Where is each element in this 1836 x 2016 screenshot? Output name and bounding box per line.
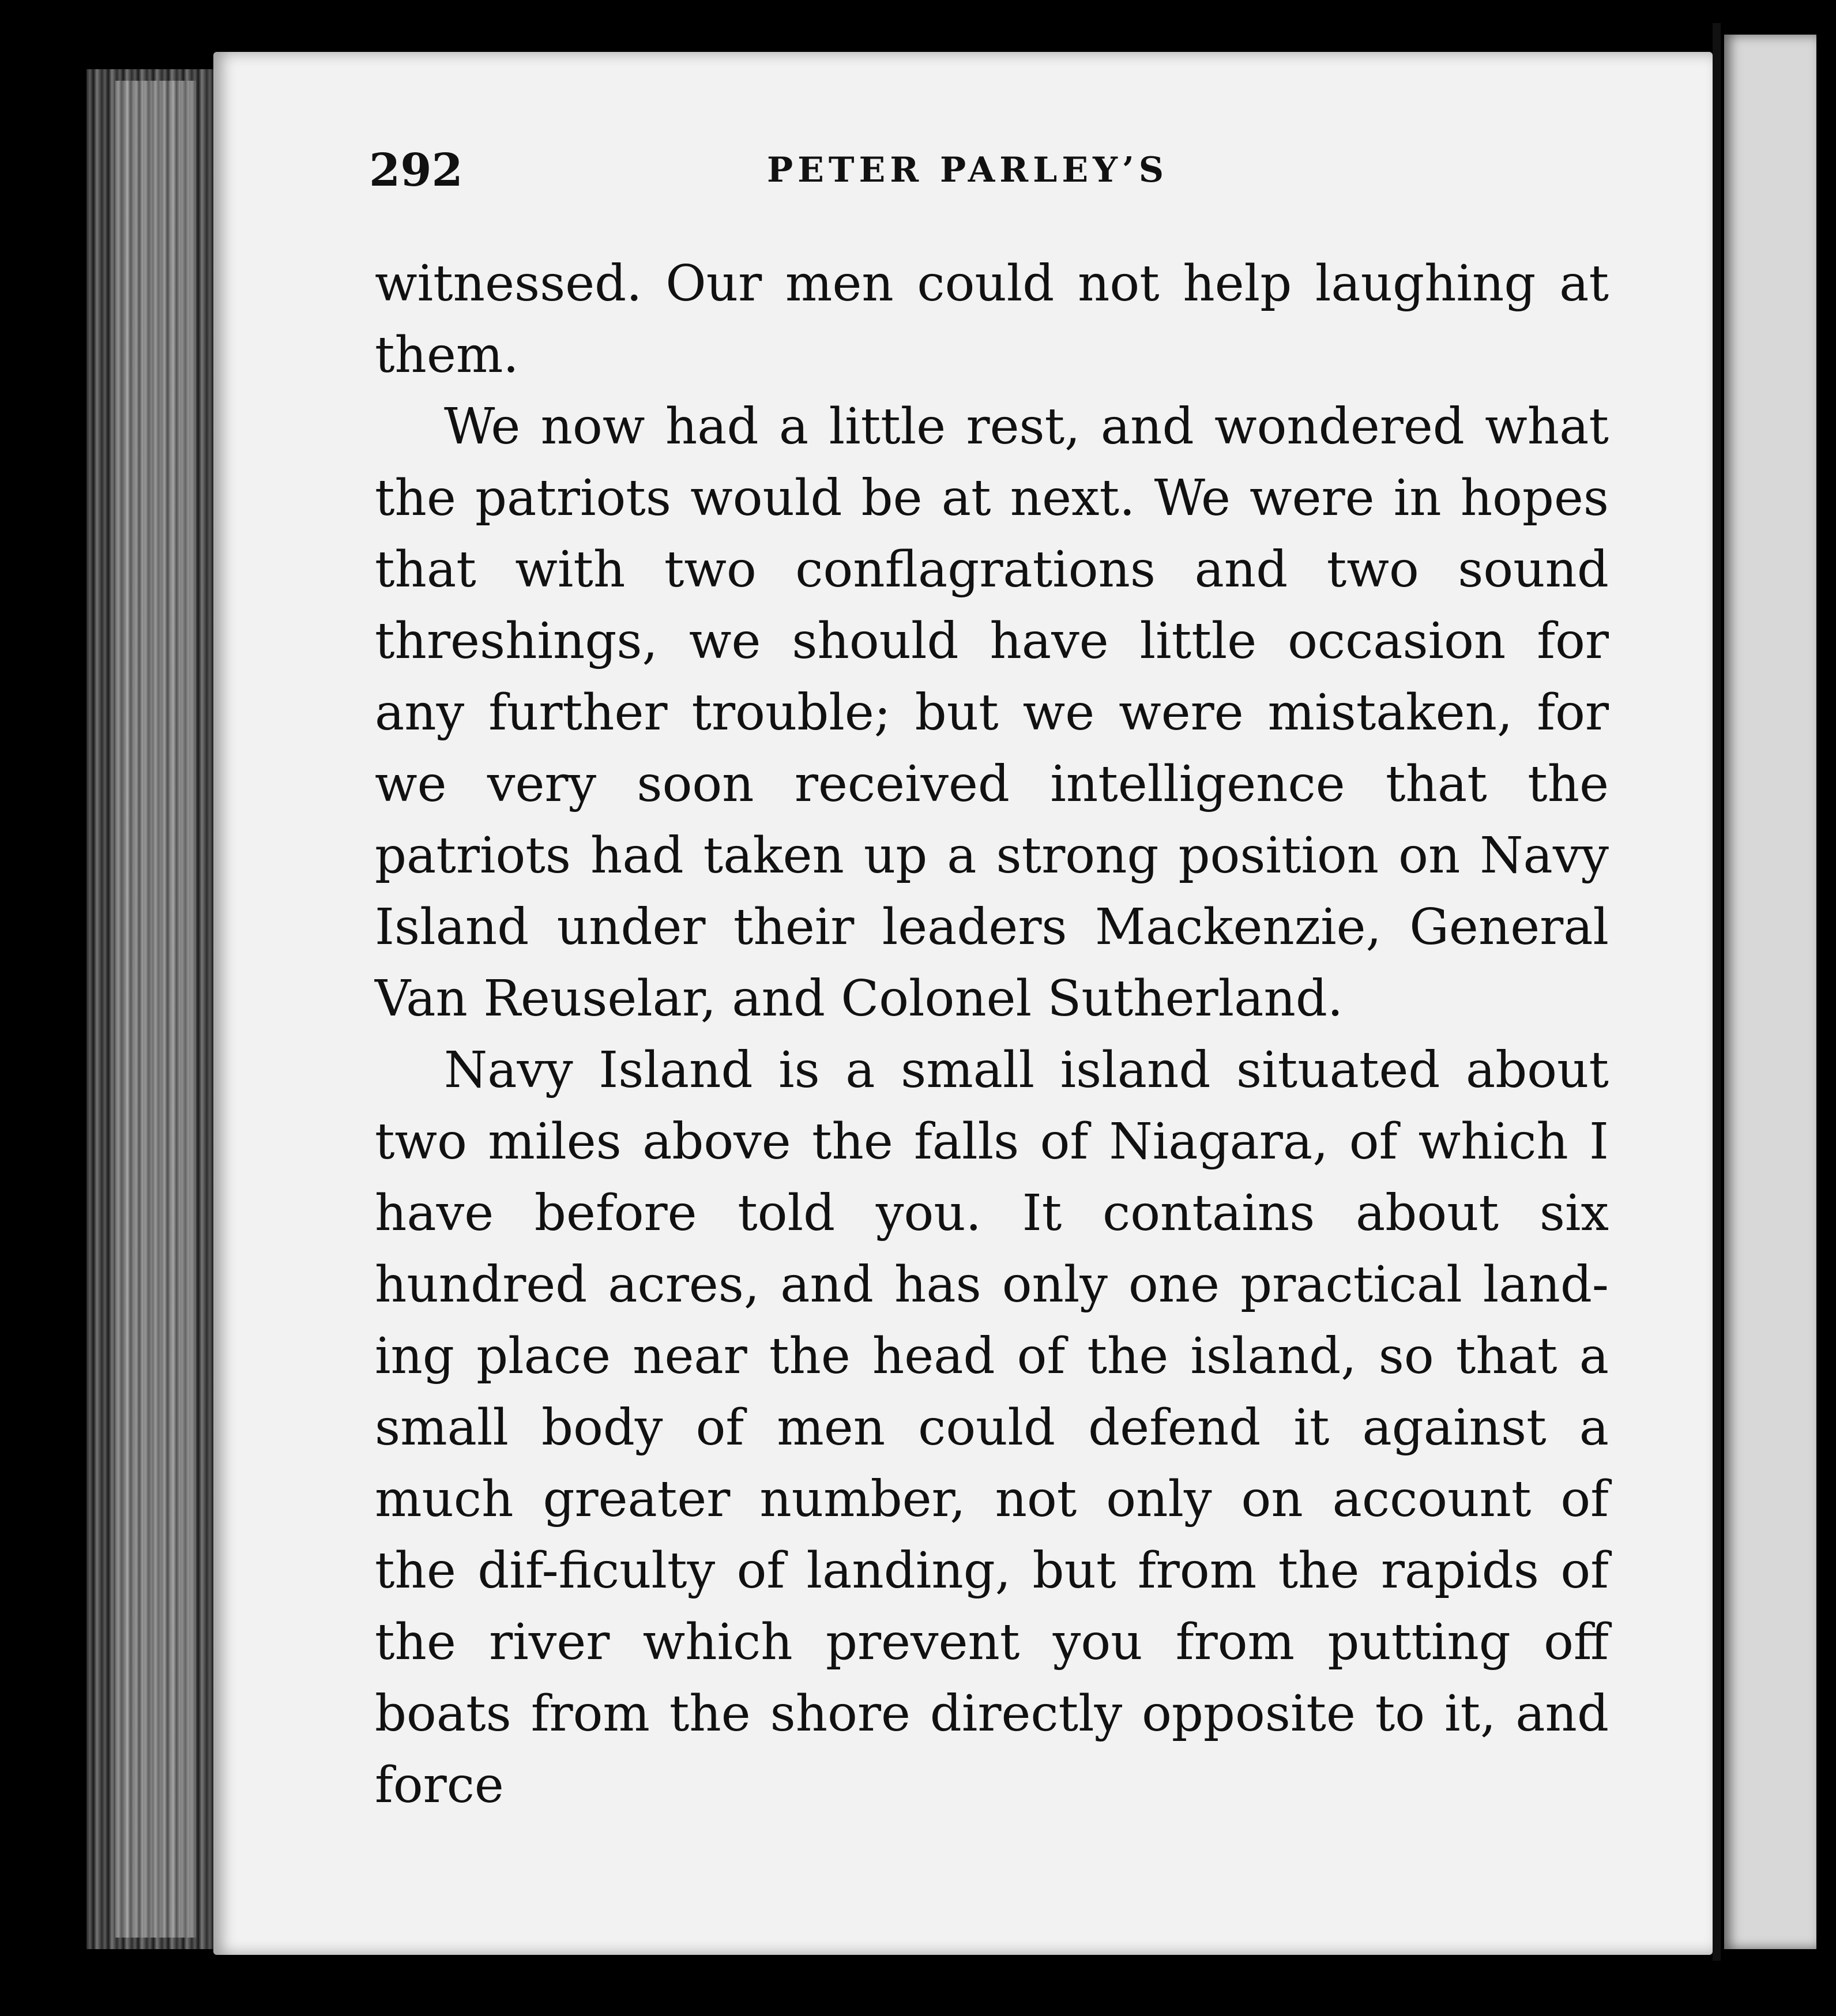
paragraph-2: We now had a little rest, and wondered what the patriots would be at next. We were in hopes that with two conflagrations and two sound threshings, we should have little occasion for any further trouble; but we were mistaken, for we very soon received intelligence that the patriots had taken up a strong position on Navy Island under their leaders Mackenzie, General Van Reuselar, and Colonel Sutherland. [375,398,1609,1028]
facing-page [1724,35,1816,1949]
paragraph-3: Navy Island is a small island situated about two miles above the falls of Niagara, of which I have before told you. It contains about six hundred acres, and has only one practical land-ing place near the head of the island, so that a small body of men could defend it against a much greater number, not only on account of the dif-ficulty of landing, but from the rapids of the river which prevent you from putting off boats from the shore directly opposite to it, and force [375,1041,1609,1814]
running-head: PETER PARLEY’S [767,150,1169,190]
page-number: 292 [369,144,463,197]
page-edges [115,81,196,1938]
gutter-shadow [1713,23,1721,1961]
body-text [375,248,1609,1821]
paragraph-1: witnessed. Our men could not help laughing at them. [375,255,1609,384]
page-header [369,144,1211,202]
